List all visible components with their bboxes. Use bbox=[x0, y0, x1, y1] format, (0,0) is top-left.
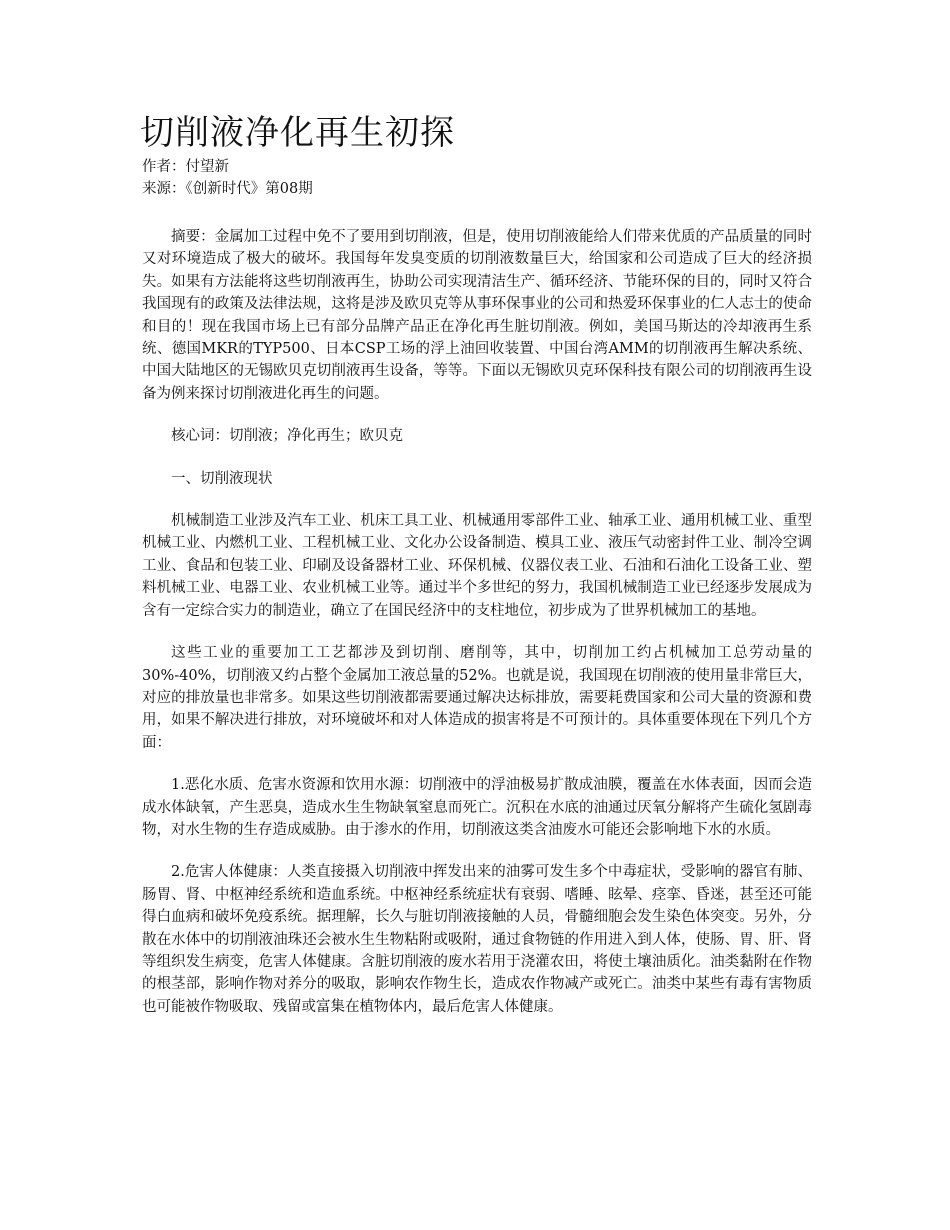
spacer bbox=[142, 200, 812, 226]
keywords-paragraph: 核心词：切削液；净化再生；欧贝克 bbox=[171, 428, 403, 445]
body-paragraph: 1.恶化水质、危害水资源和饮用水源：切削液中的浮油极易扩散成油膜，覆盖在水体表面，因而会造成水体缺氧，产生恶臭，造成水生生物缺氧窒息而死亡。沉积在水底的油通过厌氧分解将产生硫化氢剧毒物，对水生物的生存造成威胁。由于渗水的作用，切削液这类含油废水可能还会影响地下水的水质。 bbox=[142, 777, 812, 838]
article-title: 切削液净化再生初探 bbox=[140, 113, 455, 153]
body-paragraph: 2.危害人体健康：人类直接摄入切削液中挥发出来的油雾可发生多个中毒症状，受影响的器官有肺、肠胃、肾、中枢神经系统和造血系统。中枢神经系统症状有衰弱、嗜睡、眩晕、痉挛、昏迷，甚至还可能得白血病和破坏免疫系统。据理解，长久与脏切削液接触的人员，骨髓细胞会发生染色体突变。另外，分散在水体中的切削液油珠还会被水生生物粘附或吸附，通过食物链的作用进入到人体，使肠、胃、肝、肾等组织发生病变，危害人体健康。含脏切削液的废水若用于浇灌农田，将使土壤油质化。油类黏附在作物的根茎部，影响作物对养分的吸取，影响农作物生长，造成农作物减产或死亡。油类中某些有毒有害物质也可能被作物吸取、残留或富集在植物体内，最后危害人体健康。 bbox=[142, 864, 812, 1015]
source-line: 来源：《创新时代》第08期 bbox=[142, 181, 313, 197]
spacer bbox=[142, 622, 812, 642]
spacer bbox=[142, 841, 812, 861]
body-paragraph: 这些工业的重要加工工艺都涉及到切削、磨削等，其中，切削加工约占机械加工总劳动量的30%-40%，切削液又约占整个金属加工液总量的52%。也就是说，我国现在切削液的使用量非常巨大，对应的排放量也非常多。如果这些切削液都需要通过解决达标排放，需要耗费国家和公司大量的资源和费用，如果不解决进行排放，对环境破坏和对人体造成的损害将是不可预计的。具体重要体现在下列几个方面： bbox=[142, 645, 812, 751]
author-line: 作者：付望新 bbox=[142, 159, 229, 175]
spacer bbox=[142, 448, 812, 468]
abstract-paragraph: 摘要：金属加工过程中免不了要用到切削液，但是，使用切削液能给人们带来优质的产品质量的同时又对环境造成了极大的破坏。我国每年发臭变质的切削液数量巨大，给国家和公司造成了巨大的经济损失。如果有方法能将这些切削液再生，协助公司实现清洁生产、循环经济、节能环保的目的，同时又符合我国现有的政策及法律法规，这将是涉及欧贝克等从事环保事业的公司和热爱环保事业的仁人志士的使命和目的！现在我国市场上已有部分品牌产品正在净化再生脏切削液。例如，美国马斯达的冷却液再生系统、德国MKR的TYP500、日本CSP工场的浮上油回收装置、中国台湾AMM的切削液再生解决系统、中国大陆地区的无锡欧贝克切削液再生设备，等等。下面以无锡欧贝克环保科技有限公司的切削液再生设备为例来探讨切削液进化再生的问题。 bbox=[142, 229, 812, 402]
spacer bbox=[142, 754, 812, 774]
document-page bbox=[142, 110, 812, 1018]
spacer bbox=[142, 405, 812, 425]
spacer bbox=[142, 490, 812, 510]
body-paragraph: 机械制造工业涉及汽车工业、机床工具工业、机械通用零部件工业、轴承工业、通用机械工业、重型机械工业、内燃机工业、工程机械工业、文化办公设备制造、模具工业、液压气动密封件工业、制冷空调工业、食品和包装工业、印刷及设备器材工业、环保机械、仪器仪表工业、石油和石油化工设备工业、塑料机械工业、电器工业、农业机械工业等。通过半个多世纪的努力，我国机械制造工业已经逐步发展成为含有一定综合实力的制造业，确立了在国民经济中的支柱地位，初步成为了世界机械加工的基地。 bbox=[142, 513, 812, 619]
section-heading: 一、切削液现状 bbox=[171, 470, 273, 487]
